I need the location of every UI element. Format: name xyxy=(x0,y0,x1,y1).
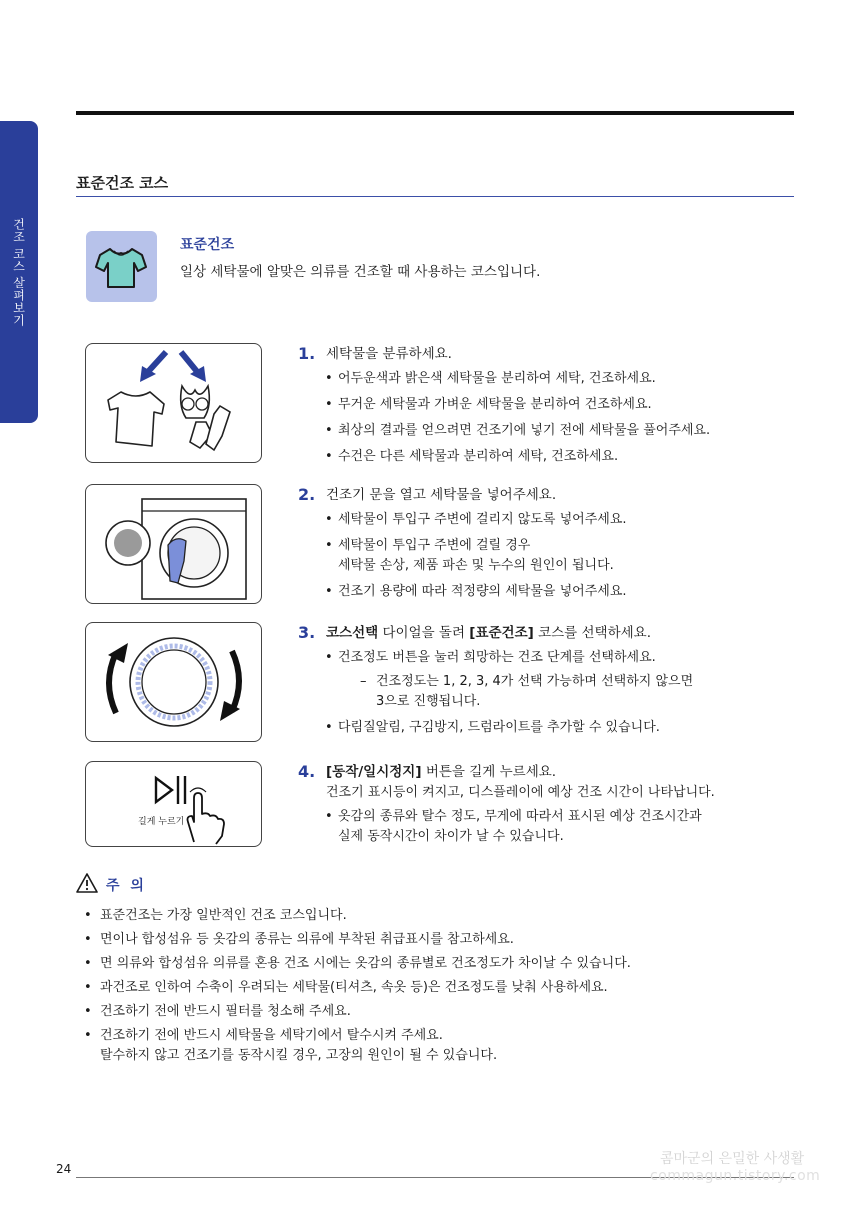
step-4 xyxy=(298,761,778,853)
page-number: 24 xyxy=(56,1162,72,1176)
chapter-side-tab-label: 건조 코스 살펴보기 xyxy=(11,217,26,327)
step-1-bullet: • 무거운 세탁물과 가벼운 세탁물을 분리하여 건조하세요. xyxy=(338,395,778,415)
step-1-number: 1. xyxy=(298,344,316,363)
step-4-start-pause: [동작/일시정지] xyxy=(326,764,422,780)
course-description: 일상 세탁물에 알맞은 의류를 건조할 때 사용하는 코스입니다. xyxy=(180,264,541,280)
step-4-text-end: 버튼을 길게 누르세요. xyxy=(421,764,557,780)
step-2-bullet-line: • 세탁물이 투입구 주변에 걸릴 경우 xyxy=(338,538,531,553)
caution-item-line: 탈수하지 않고 건조기를 동작시킬 경우, 고장의 원인이 될 수 있습니다. xyxy=(100,1048,498,1063)
step-3-number: 3. xyxy=(298,623,316,642)
step-4-bullet xyxy=(338,807,778,847)
step-4-bullet-line: • 옷감의 종류와 탈수 정도, 무게에 따라서 표시된 예상 건조시간과 xyxy=(338,809,702,824)
step-1 xyxy=(298,343,778,473)
step-1-bullet: • 수건은 다른 세탁물과 분리하여 세탁, 건조하세요. xyxy=(338,447,778,467)
step-3-text xyxy=(326,622,651,644)
top-divider xyxy=(76,111,794,115)
caution-title: 주 의 xyxy=(106,878,147,894)
caution-list xyxy=(90,906,790,1070)
step-2-bullet: • 세탁물이 투입구 주변에 걸리지 않도록 넣어주세요. xyxy=(338,510,778,530)
course-dial-illustration xyxy=(85,622,262,742)
shirt-icon xyxy=(86,231,157,302)
step-3-bullet-text: 건조정도 버튼을 눌러 희망하는 건조 단계를 선택하세요. xyxy=(338,650,656,665)
step-2-bullet: • 건조기 용량에 따라 적정량의 세탁물을 넣어주세요. xyxy=(338,582,778,602)
section-divider xyxy=(76,196,794,197)
step-3-sub-line: – 건조정도는 1, 2, 3, 4가 선택 가능하며 선택하지 않으면 xyxy=(376,674,694,689)
watermark-url: commagun.tistory.com xyxy=(650,1168,821,1184)
step-1-bullet: • 어두운색과 밝은색 세탁물을 분리하여 세탁, 건조하세요. xyxy=(338,369,778,389)
caution-item: • 면이나 합성섬유 등 옷감의 종류는 의류에 부착된 취급표시를 참고하세요. xyxy=(90,930,790,950)
load-dryer-illustration xyxy=(85,484,262,604)
press-and-hold-caption: 길게 누르기 xyxy=(138,814,184,827)
chapter-side-tab xyxy=(0,121,38,423)
step-2 xyxy=(298,484,778,608)
step-2-bullet xyxy=(338,536,778,576)
step-4-number: 4. xyxy=(298,762,316,781)
step-4-subtext: 건조기 표시등이 켜지고, 디스플레이에 예상 건조 시간이 나타납니다. xyxy=(326,785,715,800)
step-3-bullet: • 다림질알림, 구김방지, 드럼라이트를 추가할 수 있습니다. xyxy=(338,718,778,738)
caution-header xyxy=(76,873,147,897)
step-3-text-end: 코스를 선택하세요. xyxy=(533,625,652,641)
caution-item: • 표준건조는 가장 일반적인 건조 코스입니다. xyxy=(90,906,790,926)
step-2-bullet-line: 세탁물 손상, 제품 파손 및 누수의 원인이 됩니다. xyxy=(338,558,614,573)
watermark-title: 콤마군의 은밀한 사생활 xyxy=(660,1151,805,1167)
step-1-text: 세탁물을 분류하세요. xyxy=(326,346,452,362)
warning-icon xyxy=(76,873,98,897)
step-1-bullet: • 최상의 결과를 얻으려면 건조기에 넣기 전에 세탁물을 풀어주세요. xyxy=(338,421,778,441)
caution-item: • 과건조로 인하여 수축이 우려되는 세탁물(티셔츠, 속옷 등)은 건조정도를 낮춰 사용하세요. xyxy=(90,978,790,998)
caution-item: • 면 의류와 합성섬유 의류를 혼용 건조 시에는 옷감의 종류별로 건조정도가 차이날 수 있습니다. xyxy=(90,954,790,974)
step-3-bullet xyxy=(338,648,778,712)
caution-item: • 건조하기 전에 반드시 필터를 청소해 주세요. xyxy=(90,1002,790,1022)
step-2-number: 2. xyxy=(298,485,316,504)
step-3-course-select: 코스선택 xyxy=(326,625,379,641)
step-3-standard-dry: [표준건조] xyxy=(469,625,534,641)
sort-laundry-illustration xyxy=(85,343,262,463)
caution-item-line: • 건조하기 전에 반드시 세탁물을 세탁기에서 탈수시켜 주세요. xyxy=(100,1028,443,1043)
caution-item xyxy=(90,1026,790,1066)
course-name: 표준건조 xyxy=(180,237,235,253)
step-3 xyxy=(298,622,778,744)
step-4-bullet-line: 실제 동작시간이 차이가 날 수 있습니다. xyxy=(338,829,564,844)
step-2-text: 건조기 문을 열고 세탁물을 넣어주세요. xyxy=(326,487,557,503)
start-pause-button-illustration xyxy=(85,761,262,847)
step-4-text xyxy=(326,761,556,783)
step-3-subitem xyxy=(376,672,778,712)
step-3-sub-line: 3으로 진행됩니다. xyxy=(376,694,481,709)
step-3-text-mid: 다이얼을 돌려 xyxy=(378,625,470,641)
section-title: 표준건조 코스 xyxy=(76,174,169,192)
